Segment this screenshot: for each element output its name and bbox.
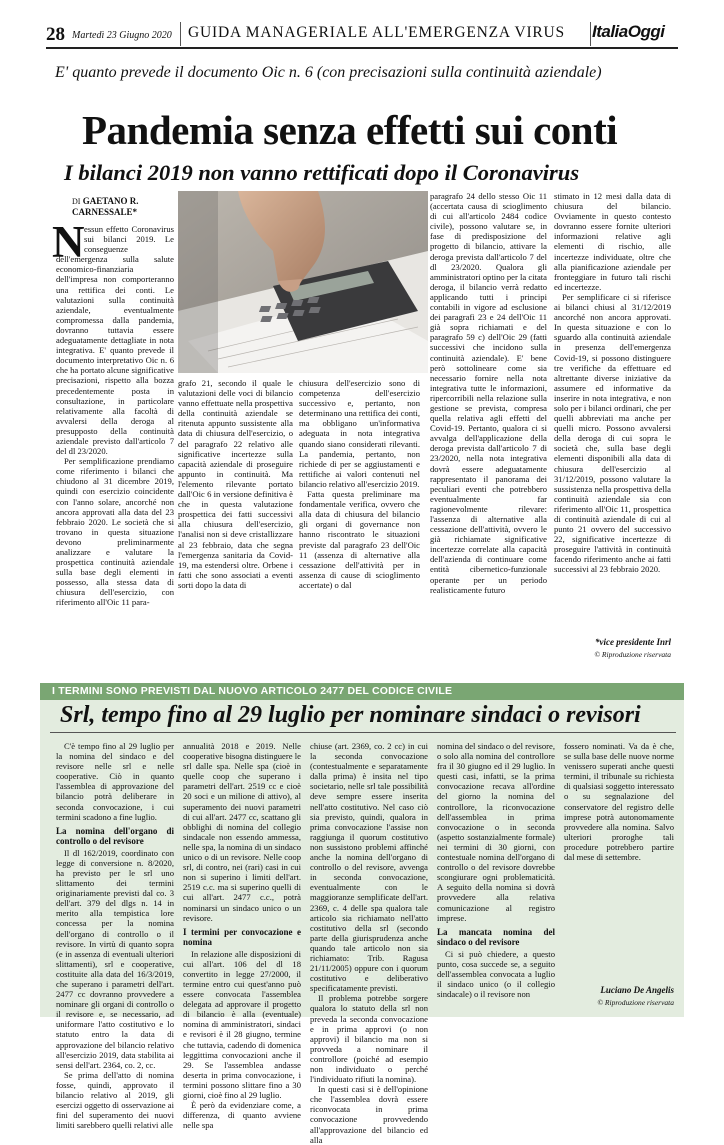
box-paragraph: nomina del sindaco o del revisore, o solo alla nomina del controllore fra il 30 giugno ed il 29 luglio. In questi casi, infatti, se la prima convocazione recava all'ordine del giorno la nomina del controllore, la riconvocazione dell'assemblea in prima convocazione o in seconda (aspetto sostanzialmente formale) nei termini di 30 giorni, con contestuale nomina dell'organo di controllo o del revisore dovrebbe scongiurare ogni problematicità. A seguito della nomina si dovrà provvedere alla relativa comunicazione al registro imprese.: [437, 741, 555, 923]
drop-cap-space: [56, 224, 84, 254]
article-column-1: [56, 224, 174, 684]
box-paragraph: chiuse (art. 2369, co. 2 cc) in cui la seconda convocazione (contestualmente e separatamente dalla prima) è insita nel tipo societario, nelle srl tale possibilità deve sempre essere inserita nell'atto costitutivo. Nel caso ciò sia previsto, quindi, qualora in prima convocazione l'assise non raggiunga il quorum costitutivo non sussistono problemi affinché anche la nomina dell'organo di controllo o del revisore, avvenga in seconda convocazione, eventualmente con le maggioranze semplificate dell'art. 2369, c. 4 delle spa qualora tale articolo sia richiamato nell'atto costitutivo della srl (secondo parte della giurisprudenza anche quando tale articolo non sia richiamato: Trib. Ragusa 21/11/2005) oppure con i quorum costitutivo e deliberativo specificatamente previsti.: [310, 741, 428, 994]
article-column-4: [430, 191, 547, 671]
box-label: I TERMINI SONO PREVISTI DAL NUOVO ARTICOLO 2477 DEL CODICE CIVILE: [52, 685, 453, 697]
box-paragraph: annualità 2018 e 2019. Nelle cooperative bisogna distinguere le srl dalle spa. Nelle spa (cioè in quelle coop che superano i parametri dell'art. 2519 cc e cioè 20 soci e un milione di attivo), al superamento dei nuovi parametri di cui all'art. 2477 cc, scattano gli obblighi di nomina del collegio sindacale non essendo ammessa, nelle spa, la nomina di un sindaco unico o di un revisore. Nelle coop srl, di contro, nei (rari) casi in cui non si superino i limiti dell'art. 2519 c.c. ma si superino quelli di cui all'art. 2477 c.c., potrà nominarsi un sindaco unico o un revisore.: [183, 741, 301, 923]
box-column-1: [56, 741, 174, 1131]
header-rule: [46, 47, 678, 49]
calculator-hand-illustration: [178, 191, 428, 373]
byline-prefix: DI: [72, 197, 81, 206]
newspaper-logo: ItaliaOggi: [592, 22, 665, 41]
article-paragraph: Fatta questa preliminare ma fondamentale verifica, ovvero che alla data di chiusura del bilancio gli organi di governance non hanno riscontrato le situazioni previste dal paragrafo 23 dell'Oic 11 (assenza di alternative alla cessazione dell'attività per in assenza di cause di scioglimento accertate) o dal: [299, 489, 420, 590]
box-column-3: [310, 741, 428, 1145]
article-column-2: [178, 378, 293, 678]
article-column-5: [554, 191, 671, 631]
article-headline: Pandemia senza effetti sui conti: [82, 107, 618, 153]
article-paragraph: essun effetto Coronavirus sui bilanci 2019. Le conseguenze dell'emergenza sulla salute economico-finanziaria dell'impresa non comporteranno una rettifica dei conti. Le valutazioni sulla continuità aziendale, eventualmente compromessa dalla pandemia, dovranno tuttavia essere adeguatamente dettagliate in nota integrativa. E' quanto prevede il documento interpretativo Oic n. 6 che ha portato alcune significative precisazioni, rispetto alla bozza precedentemente posta in consultazione, in particolare relativamente alla facoltà di avvalersi della deroga al presupposto della continuità aziendale previsto dall'articolo 7 del dl 23/2020.: [56, 224, 174, 457]
article-paragraph: Per semplificare ci si riferisce ai bilanci chiusi al 31/12/2019 ancorché non ancora approvati. In questa situazione e con lo sguardo alla continuità aziendale in presenza dell'emergenza Covid-19, si possono distinguere tre verifiche da effettuare ed altrettante diverse iniziative da assumere ed informative da inserire in nota integrativa, e non solo per i bilanci ordinari, che per quelli abbreviati ma anche per quelli micro. Possono avvalersi della deroga di cui sopra le società che, sulla base degli elementi disponibili alla data di chiusura dell'esercizio al 31/12/2019, possono valutare la sussistenza nella prospettiva della continuità aziendale sia con riferimento all'Oic 11, prospettica di continuità aziendale di cui al punto 21 ovvero del successivo 22, significative incertezze di proseguire l'attività in continuità facendo riferimento anche ai fatti successivi al 23 febbraio 2020.: [554, 291, 671, 575]
box-subheading: La nomina dell'organo di controllo o del revisore: [56, 825, 174, 847]
article-paragraph: Per semplificazione prendiamo come riferimento i bilanci che chiudono al 31 dicembre 2019, quindi con esercizio coincidente con l'anno solare, ancorché non ancora approvati alla data del 23 febbraio 2020. Le società che si trovano in questa situazione devono preliminarmente analizzare e valutare la prospettica continuità aziendale sulla base degli elementi in possesso, alla stessa data di chiusura dell'esercizio, con riferimento all'Oic 11 para-: [56, 456, 174, 608]
box-headline: Srl, tempo fino al 29 luglio per nominare sindaci o revisori: [60, 702, 641, 728]
article-kicker: E' quanto prevede il documento Oic n. 6 (con precisazioni sulla continuità aziendale): [55, 64, 602, 81]
article-signoff: *vice presidente Inrl: [595, 637, 671, 647]
issue-date: Martedì 23 Giugno 2020: [72, 30, 172, 41]
article-paragraph: stimato in 12 mesi dalla data di chiusura del bilancio. Ovviamente in questo contesto dovranno essere fornite ulteriori informazioni relative agli elementi di rischio, alle incertezze individuate, oltre che alla pianificazione aziendale per fronteggiare in futuro tali rischi ed incertezze.: [554, 191, 671, 292]
article-photo: [178, 191, 428, 373]
drop-cap: N: [52, 217, 85, 267]
copyright-note: © Riproduzione riservata: [597, 998, 674, 1007]
byline: [72, 196, 168, 218]
box-paragraph: Ci si può chiedere, a questo punto, cosa succede se, a seguito dell'assemblea convocata a luglio il sindaco unico (o il collegio sindacale) o il revisore non: [437, 948, 555, 1000]
box-paragraph: In questi casi si è dell'opinione che l'assemblea dovrà essere riconvocata in prima convocazione provvedendo all'approvazione del bilancio ed alla: [310, 1084, 428, 1145]
box-column-2: [183, 741, 301, 1131]
box-subheading: La mancata nomina del sindaco o del revisore: [437, 926, 555, 948]
page-number: 28: [46, 24, 65, 45]
article-subhead: I bilanci 2019 non vanno rettificati dopo il Coronavirus: [64, 160, 580, 185]
article-paragraph: chiusura dell'esercizio sono di competenza dell'esercizio successivo e, pertanto, non determinano una rettifica dei conti, ma obbligano un'informativa adeguata in nota integrativa quando siano considerati rilevanti. La pandemia, pertanto, non richiede di per se aggiustamenti e rettifiche ai valori contenuti nel bilancio relativo all'esercizio 2019.: [299, 378, 420, 489]
box-column-5: [564, 741, 674, 981]
box-rule: [50, 732, 676, 733]
box-paragraph: Il dl 162/2019, coordinato con legge di conversione n. 8/2020, ha previsto per le srl uno slittamento dei termini originariamente previsti dal co. 3 dell'art. 379 del dlgs n. 14 in merito alla tempistica lore concessa per la nomina dell'organo di controllo o il revisore. In virtù di quanto sopra (e in assenza di eventuali ulteriori slittamenti), srl e cooperative, costituite alla data del 16/3/2019, che superano i parametri dell'art. 2477 cc dovranno provvedere a nominare gli organi di controllo o il revisore e, se necessario, ad uniformare l'atto costitutivo e lo statuto entro la data di approvazione del bilancio relativo all'esercizio 2019, data stabilita ai sensi dell'art. 2364, co. 2, cc.: [56, 847, 174, 1070]
byline-author: GAETANO R. CARNESSALE*: [72, 196, 139, 217]
box-column-4: [437, 741, 555, 1003]
box-paragraph: Il problema potrebbe sorgere qualora lo statuto della srl non preveda la seconda convocazione e in prima approvi (o non approvi) il bilancio ma non si provveda a nominare il controllore (poiché ad esempio non individuato o perché l'individuato rifiuti la nomina).: [310, 993, 428, 1085]
box-paragraph: C'è tempo fino al 29 luglio per la nomina del sindaco e del revisore nelle srl e nelle cooperative. Ciò in quanto l'assemblea di approvazione del bilancio potrà deliberare in seconda convocazione, i cui termini scadono a fine luglio.: [56, 741, 174, 822]
box-paragraph: In relazione alle disposizioni di cui all'art. 106 del dl 18 convertito in legge 27/2000, il termine entro cui quest'anno può essere convocata l'assemblea delegata ad approvare il progetto di bilancio è alla (eventuale) nomina di amministratori, sindaci e revisori è il 28 giugno, termine che tuttavia, cadendo di domenica leggittima convocazioni anche il 29. Se l'assemblea andasse deserta in prima convocazione, i termini possono slittare fino a 30 giorni, cioè fino al 29 luglio.: [183, 948, 301, 1100]
box-signoff: Luciano De Angelis: [600, 985, 674, 995]
box-subheading: I termini per convocazione e nomina: [183, 926, 301, 948]
box-paragraph: Se prima dell'atto di nomina fosse, quindi, approvato il bilancio relativo al 2019, gli esercizi oggetto di osservazione ai fini del superamento dei nuovi limiti sarebbero quelli relativi alle: [56, 1069, 174, 1131]
article-column-3: [299, 378, 420, 678]
copyright-note: © Riproduzione riservata: [594, 650, 671, 659]
article-paragraph: paragrafo 24 dello stesso Oic 11 (accertata causa di scioglimento di cui all'articolo 2484 codice civile), possono valutare se, in fase di predisposizione del progetto di bilancio, attivare la deroga prevista dall'articolo 7 del dl 23/2020. Qualora gli amministratori optino per la citata deroga, il bilancio verrà redatto applicando tutti i principi contabili in vigore ad esclusione dei paragrafi 23 e 24 dell'Oic 11 già sopra richiamati e del paragrafo 59 c) dell'Oic 29 (fatti successivi che incidono sulla continuità aziendale). E' bene però sottolineare come sia necessario fornire nella nota integrativa tutte le informazioni, ripercorribili nella relazione sulla gestione se prevista, compresa quella relativa agli effetti del Covid-19. Pertanto, qualora ci si avvalga dell'applicazione della deroga prevista dall'articolo 7 di 23/2020, nella nota integrativa dovrà essere adeguatamente rappresentato il panorama dei peculiari eventi che potrebbero eventualmente far ragionevolmente rilevare: l'assenza di alternative alla cessazione dell'attività, ovvero le già richiamate significative incertezze correlate alla capacità dell'azienda di continuare come entità cibernetico-funzionale operante per un periodo realisticamente futuro: [430, 191, 547, 595]
box-paragraph: È però da evidenziare come, a differenza, di quanto avviene nelle spa: [183, 1100, 301, 1131]
box-paragraph-continued: fossero nominati. Va da è che, se sulla base delle nuove norme venissero superati anche questi termini, il tribunale su richiesta di qualsiasi soggetto interessato o su segnalazione del conservatore del registro delle imprese potrà autonomamente provvedere alla nomina. Salvo ulteriori proroghe tali procedure potrebbero partire dal mese di settembre.: [564, 741, 674, 863]
section-title: GUIDA MANAGERIALE ALL'EMERGENZA VIRUS: [188, 24, 565, 41]
article-paragraph: grafo 21, secondo il quale le valutazioni delle voci di bilancio vanno effettuate nella prospettiva della continuità aziendale se ritenuta appunto sussistente alla data di chiusura dell'esercizio, o del paragrafo 22 relativo alle significative incertezze sulla capacità aziendale di proseguire appunto in continuità. Ma l'elemento rilevante portato dall'Oic 6 in versione definitiva è che in questa valutazione prospettica dei fatti successivi alla chiusura dell'esercizio, l'analisi non si deve cristallizzare al 23 febbraio, data che segna l'emergenza sanitaria da Covid-19, ma estendersi oltre. Orbene i fatti che sono associati a eventi sorti dopo la data di: [178, 378, 293, 590]
